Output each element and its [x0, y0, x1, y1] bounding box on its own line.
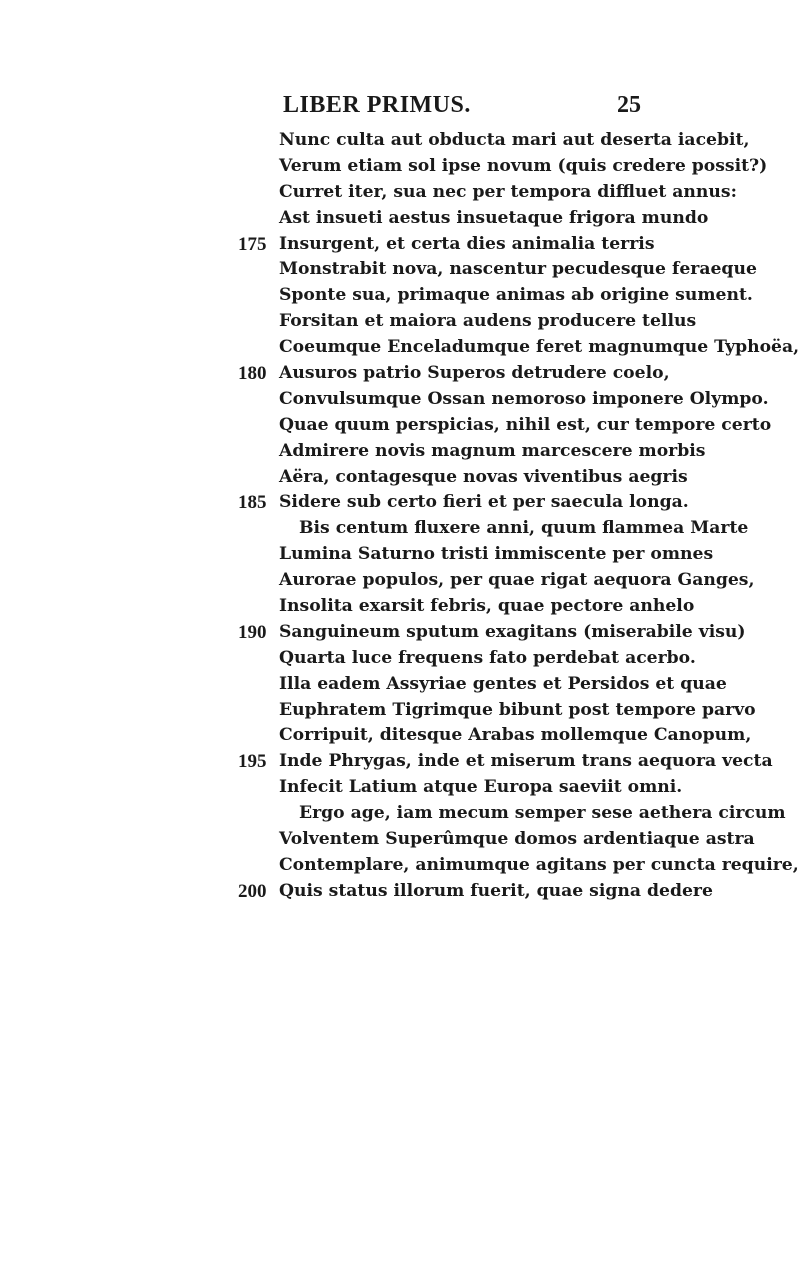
verse-line-text: Insolita exarsit febris, quae pectore anhelo [279, 596, 695, 617]
verse-line-text: Convulsumque Ossan nemoroso imponere Olympo. [279, 388, 769, 409]
page-header [0, 92, 800, 122]
verse-line-text: Sanguineum sputum exagitans (miserabile visu) [279, 621, 746, 642]
verse-line [0, 723, 800, 749]
verse-line-text: Quis status illorum fuerit, quae signa dedere [279, 880, 713, 901]
verse-line-text: Inde Phrygas, inde et miserum trans aequora vecta [279, 751, 773, 772]
verse-line [0, 335, 800, 361]
verse-line [0, 568, 800, 594]
verse-line-text: Aurorae populos, per quae rigat aequora Ganges, [279, 570, 755, 591]
verse-line-text: Euphratem Tigrimque bibunt post tempore parvo [279, 699, 756, 720]
verse-line [0, 801, 800, 827]
verse-line [0, 180, 800, 206]
verse-line-text: Illa eadem Assyriae gentes et Persidos et quae [279, 673, 727, 694]
verse-line-number: 195 [238, 751, 267, 773]
verse-line [0, 257, 800, 283]
verse-line-text: Insurgent, et certa dies animalia terris [279, 233, 655, 254]
verse-line [0, 206, 800, 232]
verse-line-text: Lumina Saturno tristi immiscente per omnes [279, 544, 714, 565]
verse-line-text: Volventem Superûmque domos ardentiaque astra [279, 829, 755, 850]
verse-line-text: Monstrabit nova, nascentur pecudesque feraeque [279, 259, 757, 280]
verse-line [0, 283, 800, 309]
verse-line-text: Ausuros patrio Superos detrudere coelo, [279, 363, 670, 384]
verse-line-text: Admirere novis magnum marcescere morbis [279, 440, 706, 461]
verse-line [0, 879, 800, 905]
verse-line-text: Nunc culta aut obducta mari aut deserta iacebit, [279, 130, 750, 150]
verse-line-text: Sponte sua, primaque animas ab origine sument. [279, 285, 753, 306]
verse-line-text: Sidere sub certo fieri et per saecula longa. [279, 492, 689, 513]
verse-line [0, 853, 800, 879]
verse-line-text: Contemplare, animumque agitans per cuncta require, [279, 854, 799, 875]
verse-line-text: Aëra, contagesque novas viventibus aegris [279, 466, 688, 487]
verse-line-text: Infecit Latium atque Europa saeviit omni. [279, 777, 683, 798]
verse-line [0, 309, 800, 335]
verse-line [0, 439, 800, 465]
verse-line [0, 516, 800, 542]
verse-line-number: 175 [238, 233, 267, 255]
verse-line [0, 620, 800, 646]
verse-line-text: Ast insueti aestus insuetaque frigora mundo [279, 207, 709, 228]
verse-line-number: 180 [238, 363, 267, 385]
running-head: LIBER PRIMUS. [283, 92, 471, 118]
verse-line [0, 465, 800, 491]
verse-line-text: Quae quum perspicias, nihil est, cur tempore certo [279, 414, 772, 435]
verse-line [0, 361, 800, 387]
page-number: 25 [617, 92, 641, 118]
verse-line [0, 672, 800, 698]
verse-line [0, 128, 800, 154]
verse-line [0, 698, 800, 724]
verse-line-text: Curret iter, sua nec per tempora diffluet annus: [279, 181, 737, 202]
verse-line-text: Quarta luce frequens fato perdebat acerbo. [279, 647, 696, 668]
verse-line-number: 200 [238, 880, 267, 902]
verse-block [0, 128, 800, 905]
verse-line-text: Bis centum fluxere anni, quum flammea Marte [299, 518, 749, 539]
verse-line-text: Forsitan et maiora audens producere tellus [279, 311, 697, 332]
verse-line [0, 387, 800, 413]
verse-line-text: Corripuit, ditesque Arabas mollemque Canopum, [279, 725, 752, 746]
verse-line-text: Verum etiam sol ipse novum (quis credere possit?) [279, 155, 768, 176]
verse-line [0, 594, 800, 620]
verse-line-text: Coeumque Enceladumque feret magnumque Typhoëa, [279, 337, 800, 358]
verse-line [0, 154, 800, 180]
verse-line [0, 490, 800, 516]
verse-line [0, 232, 800, 258]
verse-line [0, 413, 800, 439]
verse-line [0, 775, 800, 801]
verse-line-number: 185 [238, 492, 267, 514]
verse-line [0, 542, 800, 568]
verse-line [0, 646, 800, 672]
verse-line-number: 190 [238, 621, 267, 643]
verse-line [0, 827, 800, 853]
verse-line [0, 749, 800, 775]
verse-line-text: Ergo age, iam mecum semper sese aethera circum [299, 803, 786, 824]
